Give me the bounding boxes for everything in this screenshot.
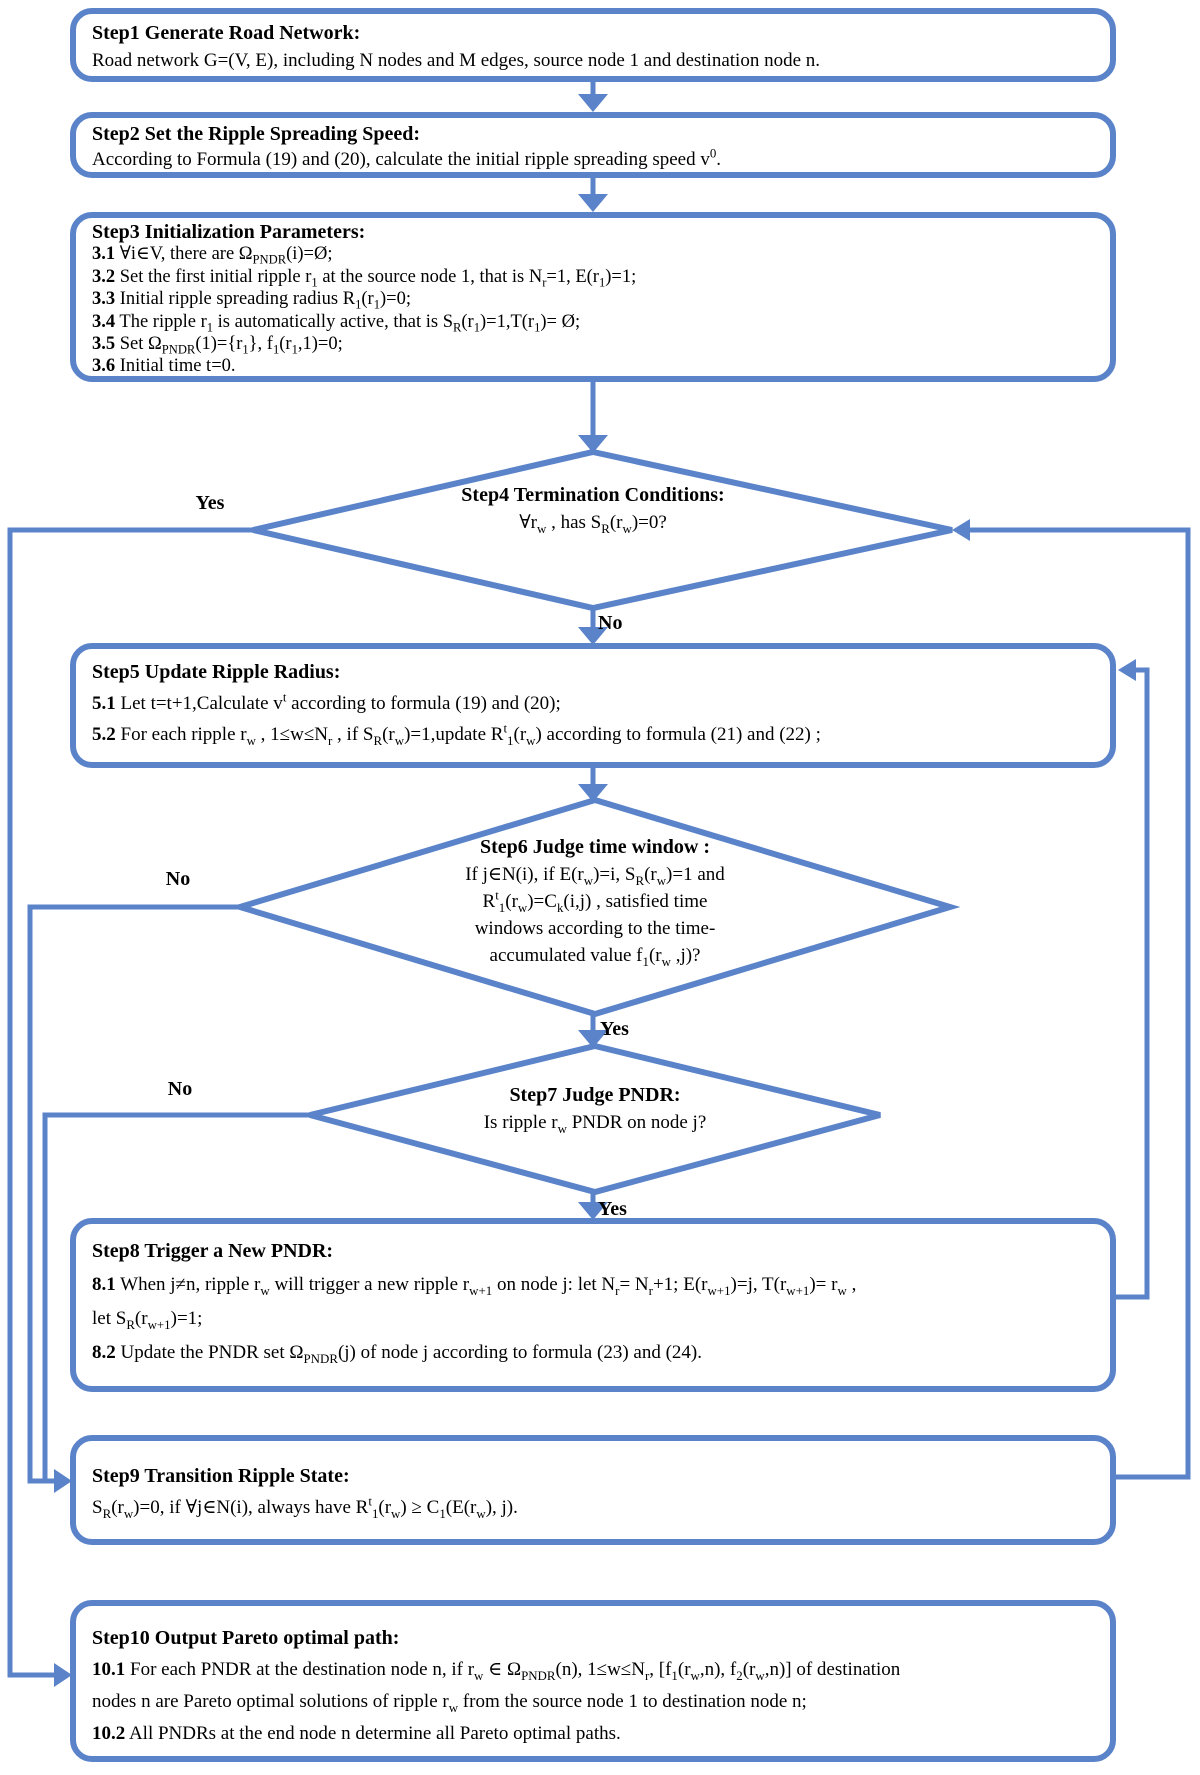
step1-box <box>70 8 1116 82</box>
step6-no-label: No <box>165 868 191 890</box>
text-line: According to Formula (19) and (20), calculate the initial ripple spreading speed $v^0$. <box>92 145 722 170</box>
step9-body <box>92 1492 1094 1523</box>
text-line: windows according to the time- <box>474 918 716 939</box>
step7-diamond-text <box>345 1082 845 1136</box>
step3-box <box>70 212 1116 382</box>
text-line: let $S_R(r_{w+1})=1$; <box>92 1308 203 1332</box>
step7-title: Step7 Judge PNDR: <box>509 1084 681 1106</box>
text-line: 10.2 All PNDRs at the end node n determine all Pareto optimal paths. <box>92 1723 621 1744</box>
step7-body <box>345 1109 845 1136</box>
step6-yes-label: Yes <box>600 1018 629 1040</box>
step4-title: Step4 Termination Conditions: <box>461 484 725 506</box>
text-line: 3.2 Set the first initial ripple $r_1$ at the source node 1, that is $N_r=1$, $E(r_1)=1$; <box>92 266 637 290</box>
arrowhead-down <box>578 194 608 212</box>
step9-title: Step9 Transition Ripple State: <box>92 1465 350 1487</box>
step2-title: Step2 Set the Ripple Spreading Speed: <box>92 123 421 145</box>
step6-title: Step6 Judge time window : <box>479 836 710 858</box>
step5-title: Step5 Update Ripple Radius: <box>92 661 341 683</box>
step8-box <box>70 1218 1116 1392</box>
text-line: 5.1 Let t=t+1,Calculate $v^t$ according to formula (19) and (20); <box>92 689 561 714</box>
text-line: Road network G=(V, E), including N nodes and M edges, source node 1 and destination node n. <box>92 50 821 71</box>
step6-body <box>355 861 835 969</box>
step5-box <box>70 643 1116 768</box>
text-line: 3.1 ∀i∈V, there are $\Omega_{PNDR}(i)=Ø$; <box>92 244 333 268</box>
text-line: nodes n are Pareto optimal solutions of ripple $r_w$ from the source node 1 to destination node n; <box>92 1691 807 1715</box>
text-line: 3.4 The ripple $r_1$ is automatically active, that is $S_R(r_1)=1,T(r_1)=$ Ø; <box>92 311 581 335</box>
text-line: 3.6 Initial time t=0. <box>92 356 236 377</box>
text-line: 8.1 When j≠n, ripple $r_w$ will trigger a new ripple $r_{w+1}$ on node j: let $N_r= N_r+1$; $E(r_{w+1})=j$, $T(r_{w+1})= r_w$ , <box>92 1274 857 1298</box>
arrowhead-left <box>1118 659 1136 681</box>
step3-body <box>92 243 1094 377</box>
step10-body <box>92 1654 1094 1750</box>
step2-body <box>92 147 1094 173</box>
text-line: 10.1 For each PNDR at the destination node n, if $r_w$ ∈ $\Omega_{PNDR}(n)$, $1\le w\le N_r$, [$f_1(r_w,n)$, $f_2(r_w,n)$] of destination <box>92 1659 901 1683</box>
route-step8-to-step5 <box>1116 670 1147 1297</box>
step10-title: Step10 Output Pareto optimal path: <box>92 1627 400 1649</box>
arrowhead-left <box>952 519 970 541</box>
step7-yes-label: Yes <box>598 1198 627 1220</box>
step3-title: Step3 Initialization Parameters: <box>92 221 366 243</box>
step4-diamond-text <box>343 482 843 536</box>
step4-no-label: No <box>598 612 623 634</box>
text-line: $\forall r_w$ , has $S_R(r_w)=0$? <box>519 512 667 536</box>
text-line: Is ripple $r_w$ PNDR on node j? <box>483 1112 707 1136</box>
step4-body <box>343 509 843 536</box>
step8-body <box>92 1268 1094 1370</box>
text-line: 8.2 Update the PNDR set $\Omega_{PNDR}(j)$ of node j according to formula (23) and (24). <box>92 1342 702 1366</box>
step10-box <box>70 1600 1116 1762</box>
step1-body <box>92 47 1094 75</box>
step1-title: Step1 Generate Road Network: <box>92 22 361 44</box>
text-line: accumulated value $f_1(r_w$ ,j)? <box>489 945 701 969</box>
step6-diamond-text <box>355 834 835 969</box>
step2-box <box>70 112 1116 178</box>
text-line: $R^t_1(r_w)=C_k(i,j)$ , satisfied time <box>482 887 708 915</box>
step7-no-label: No <box>167 1078 193 1100</box>
step5-body <box>92 688 1094 750</box>
text-line: 3.3 Initial ripple spreading radius $R_1(r_1)=0$; <box>92 289 411 312</box>
arrowhead-down <box>578 94 608 112</box>
route-step6-no-to-step9 <box>30 907 240 1481</box>
step4-yes-label: Yes <box>195 492 225 514</box>
text-line: 3.5 Set $\Omega_{PNDR}(1)=\{r_1\}$, $f_1(r_1,1)=0$; <box>92 334 343 357</box>
text-line: $S_R(r_w)=0$, if ∀j∈N(i), always have $R^t_1(r_w) \ge C_1(E(r_w)$, j). <box>92 1493 518 1521</box>
step9-box <box>70 1435 1116 1545</box>
step8-title: Step8 Trigger a New PNDR: <box>92 1240 334 1262</box>
text-line: 5.2 For each ripple $r_w$ , $1\le w\le N_r$ , if $S_R(r_w)=1,update$ $R^t_1(r_w)$ according to formula (21) and (22) ; <box>92 720 821 748</box>
text-line: If j∈N(i), if $E(r_w)=i$, $S_R(r_w)=1$ and <box>465 864 725 888</box>
